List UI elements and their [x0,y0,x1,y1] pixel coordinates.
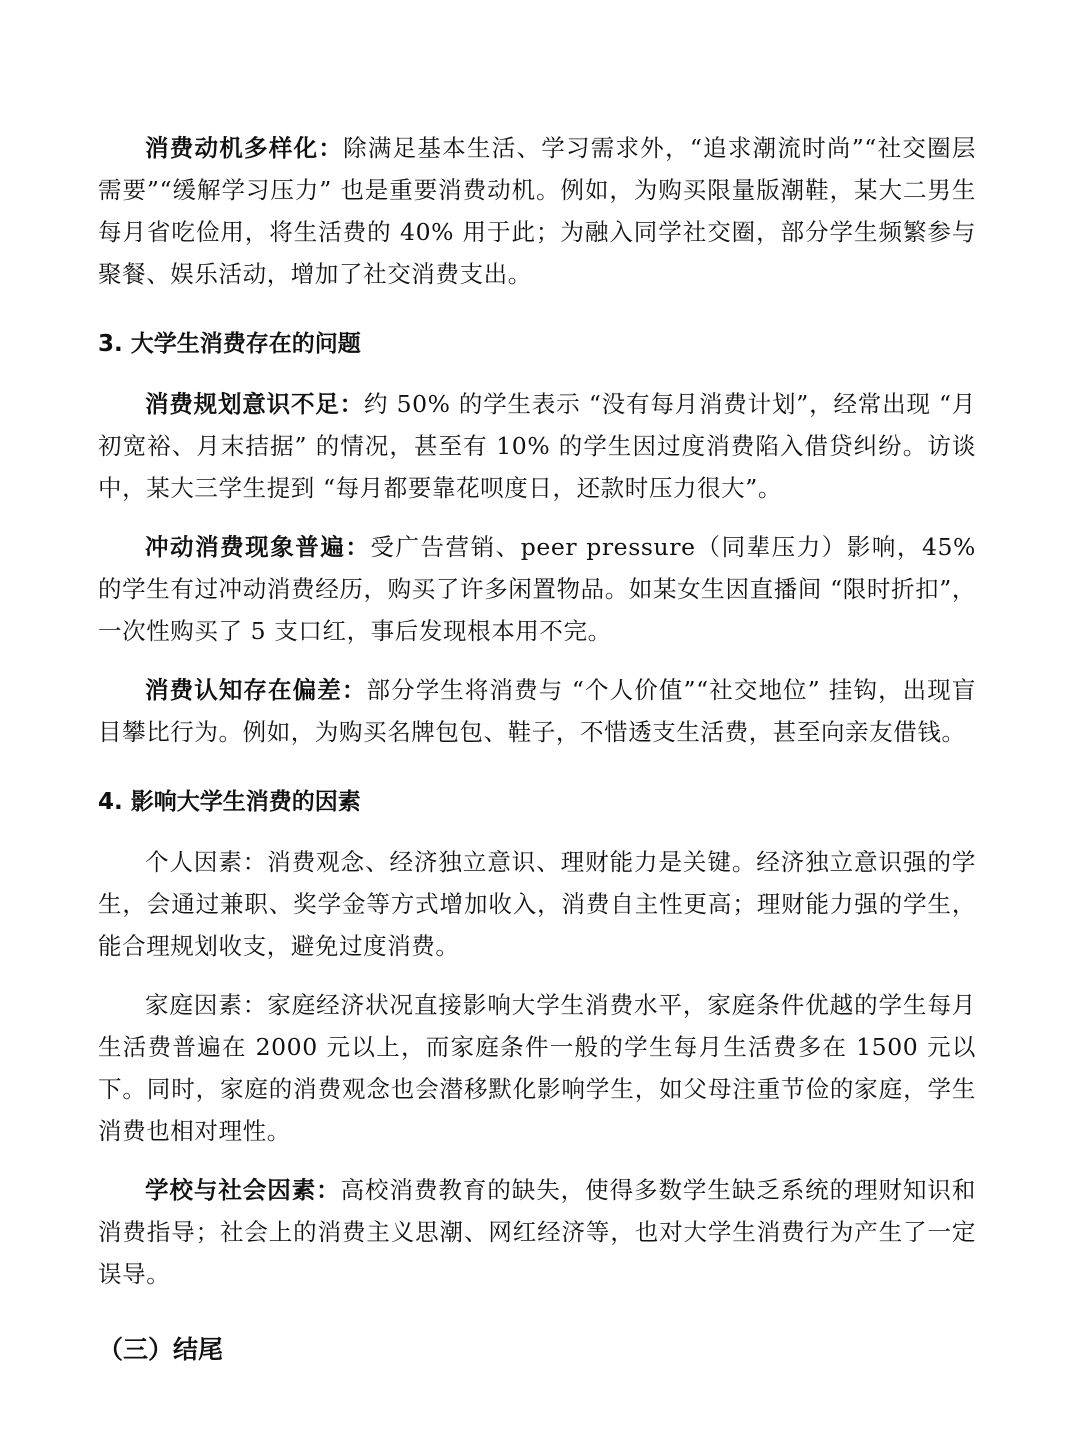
paragraph-lead: 消费动机多样化： [145,134,344,162]
section-heading-problems: 3. 大学生消费存在的问题 [98,331,361,357]
section-heading-ending: （三）结尾 [98,1335,224,1364]
section-heading-factors: 4. 影响大学生消费的因素 [98,789,361,815]
paragraph-text: 部分学生将消费与 “个人价值”“社交地位” 挂钩，出现盲目攀比行为。例如，为购买名牌包包、鞋子，不惜透支生活费，甚至向亲友借钱。 [98,676,976,746]
paragraph-text: 受广告营销、peer pressure（同辈压力）影响，45% 的学生有过冲动消费经历，购买了许多闲置物品。如某女生因直播间 “限时折扣”，一次性购买了 5 支口红，事后发现根本用不完。 [98,533,976,645]
paragraph-personal [98,841,976,967]
paragraph-lead: 冲动消费现象普遍： [145,533,371,561]
paragraph-text: 高校消费教育的缺失，使得多数学生缺乏系统的理财知识和消费指导；社会上的消费主义思潮、网红经济等，也对大学生消费行为产生了一定误导。 [98,1176,976,1288]
paragraph-impulse [98,526,976,652]
paragraph-lead: 消费认知存在偏差： [145,676,367,704]
paragraph-text: 约 50% 的学生表示 “没有每月消费计划”，经常出现 “月初宽裕、月末拮据” 的情况，甚至有 10% 的学生因过度消费陷入借贷纠纷。访谈中，某大三学生提到 “每月都要靠花呗度日，还款时压力很大”。 [98,390,977,502]
paragraph-lead: 学校与社会因素： [145,1176,341,1204]
paragraph-consumption-motives [98,127,976,295]
paragraph-family [98,984,976,1152]
paragraph-planning [98,383,976,509]
paragraph-lead: 个人因素： [145,848,268,876]
paragraph-text: 家庭经济状况直接影响大学生消费水平，家庭条件优越的学生每月生活费普遍在 2000 元以上，而家庭条件一般的学生每月生活费多在 1500 元以下。同时，家庭的消费观念也会潜移默化影响学生，如父母注重节俭的家庭，学生消费也相对理性。 [98,991,977,1145]
paragraph-text: 除满足基本生活、学习需求外，“追求潮流时尚”“社交圈层需要”“缓解学习压力” 也是重要消费动机。例如，为购买限量版潮鞋，某大二男生每月省吃俭用，将生活费的 40% 用于此；为融入同学社交圈，部分学生频繁参与聚餐、娱乐活动，增加了社交消费支出。 [98,134,976,288]
paragraph-school-society [98,1169,976,1295]
paragraph-text: 消费观念、经济独立意识、理财能力是关键。经济独立意识强的学生，会通过兼职、奖学金等方式增加收入，消费自主性更高；理财能力强的学生，能合理规划收支，避免过度消费。 [98,848,977,960]
paragraph-lead: 家庭因素： [145,991,268,1019]
paragraph-lead: 消费规划意识不足： [145,390,364,418]
paragraph-cognition [98,669,976,753]
